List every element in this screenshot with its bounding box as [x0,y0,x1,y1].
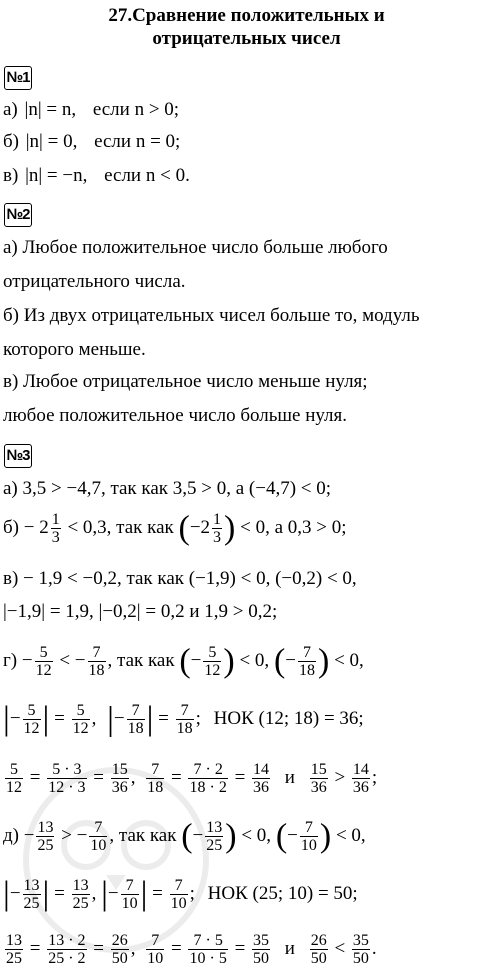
numerator: 5 [72,702,90,720]
fraction [111,761,129,796]
task-3-g-lt0b: < 0, [334,650,364,671]
numerator: 1 [213,511,222,529]
task-2-v-line1: в) Любое отрицательное число меньше нуля; [3,371,368,392]
task-3-b-prefix: б) − 2 [3,517,49,538]
task-1-a-expr: |n| = n, [24,99,77,120]
denominator: 12 [23,720,40,738]
denominator: 12 [6,779,22,797]
task-2-a-line1: а) Любое положительное число больше любого [3,237,388,258]
denominator: 10 [90,837,107,855]
denominator: 18 [298,662,315,680]
task-3-badge: №3 [4,444,32,468]
numerator: 13 [37,819,54,837]
denominator: 36 [352,779,369,797]
numerator: 7 [146,932,164,950]
denominator: 50 [310,950,327,968]
task-3-d-line1: д) − $\frac{13}{25}$ > − $\frac{7}{10}$ , так как (− $\frac{13}{25}$ ) < 0, (− $\frac{7}{10}$ ) < 0, [3,817,366,855]
fraction [176,702,194,737]
numerator: 7 [170,877,188,895]
task-3-g-lt: < − [59,650,86,671]
task-3-g-line1: г) − $\frac{5}{12}$ < − $\frac{7}{18}$ , так как (− $\frac{5}{12}$ ) < 0, (− $\frac{7}{18}$ ) < 0, [3,642,364,680]
numerator: 13 [72,877,89,895]
numerator: 5 [23,702,41,720]
fraction [352,761,370,796]
numerator: 5 · 3 [47,761,86,779]
task-3-d-nok: НОК (25; 10) = 50; [207,883,358,904]
fraction [23,877,41,912]
task-1-v-prefix: в) [3,165,19,186]
denominator: 18 [127,720,144,738]
denominator: 12 [72,720,89,738]
fraction [47,761,86,796]
task-1-v-expr: |n| = −n, [25,165,88,186]
denominator: 10 [170,895,187,913]
task-3-a: а) 3,5 > −4,7, так как 3,5 > 0, а (−4,7) < 0; [3,478,332,499]
fraction [127,702,145,737]
task-3-b: б) − 2 $\frac{1}{3}$ < 0,3, так как (−2 $\frac{1}{3}$ ) < 0, а 0,3 > 0; [3,509,347,547]
denominator: 25 [6,950,22,968]
denominator: 50 [352,950,369,968]
numerator: 7 [121,877,139,895]
denominator: 10 [300,837,317,855]
task-3-v-line1: в) − 1,9 < −0,2, так как (−1,9) < 0, (−0,2) < 0, [3,568,357,589]
task-3-g-nok: НОК (12; 18) = 36; [213,708,364,729]
fraction [203,644,221,679]
fraction [188,761,227,796]
task-1-b-cond: если n = 0; [94,131,181,152]
denominator: 50 [253,950,270,968]
denominator: 18 · 2 [189,779,227,797]
numerator: 7 [127,702,145,720]
fraction [111,932,129,967]
denominator: 50 [111,950,128,968]
numerator: 5 [35,644,53,662]
denominator: 10 · 5 [189,950,227,968]
numerator: 7 [88,644,106,662]
denominator: 25 · 2 [48,950,86,968]
numerator: 14 [352,761,369,779]
fraction [205,819,223,854]
denominator: 3 [51,529,60,547]
task-2-b-line1: б) Из двух отрицательных чисел больше то, модуль [3,305,420,326]
task-1-b-prefix: б) [3,131,19,152]
fraction [146,932,164,967]
task-3-v-line2: |−1,9| = 1,9, |−0,2| = 0,2 и 1,9 > 0,2; [3,601,278,622]
task-3-d-lt0b: < 0, [335,825,366,846]
numerator: 7 [298,644,316,662]
fraction [35,644,53,679]
numerator: 5 [5,761,23,779]
denominator: 36 [111,779,128,797]
numerator: 26 [111,932,128,950]
fraction [72,702,90,737]
task-3-d-line3: $\frac{13}{25}$ = $\frac{13 \cdot 2}{25 \cdot 2}$ = $\frac{26}{50}$ , $\frac{7}{10}$ = $\frac{7 \cdot 5}{10 \cdot 5}$ = $\frac{35}{50}$ и $\frac{26}{50}$ < $\frac{35}{50}$ . [6,932,377,968]
numerator: 15 [111,761,128,779]
fraction [188,932,227,967]
task-3-g-lt0a: < 0, [239,650,270,671]
fraction [72,877,90,912]
task-1-badge: №1 [4,66,32,90]
fraction [121,877,139,912]
denominator: 25 [206,837,223,855]
numerator: 7 [176,702,194,720]
denominator: 12 [204,662,221,680]
denominator: 25 [23,895,40,913]
task-1-v [3,164,190,188]
numerator: 13 · 2 [48,932,86,950]
numerator: 7 [146,761,164,779]
task-3-g-line2: |− $\frac{5}{12}$ | = $\frac{5}{12}$ , |− $\frac{7}{18}$ | = $\frac{7}{18}$ ; НОК (12; 18) = 36; [3,700,364,738]
task-3-d-gt: > − [61,825,88,846]
numerator: 35 [253,932,270,950]
denominator: 12 · 3 [48,779,86,797]
task-1-a [3,98,179,122]
denominator: 36 [253,779,270,797]
denominator: 36 [310,779,327,797]
denominator: 10 [147,950,164,968]
task-2-a-line2: отрицательного числа. [3,271,186,292]
fraction [212,511,222,546]
task-3-d-since: , так как [109,825,177,846]
fraction [89,819,107,854]
denominator: 10 [121,895,138,913]
denominator: 25 [72,895,89,913]
task-3-g-prefix: г) − [3,650,33,671]
numerator: 35 [352,932,369,950]
numerator: 13 [6,932,22,950]
and-word: и [284,938,295,959]
denominator: 18 [176,720,193,738]
fraction [300,819,318,854]
numerator: 7 [300,819,318,837]
numerator: 15 [310,761,327,779]
fraction [23,702,41,737]
fraction [310,932,328,967]
fraction [252,932,270,967]
page-subtitle: отрицательных чисел [152,28,341,49]
numerator: 5 [203,644,221,662]
task-2-b-line2: которого меньше. [3,339,146,360]
numerator: 13 [23,877,40,895]
denominator: 12 [35,662,52,680]
numerator: 1 [51,511,60,529]
numerator: 13 [206,819,223,837]
fraction [298,644,316,679]
fraction [88,644,106,679]
fraction [5,932,23,967]
task-3-b-tail: < 0, а 0,3 > 0; [240,517,347,538]
task-3-b-mid: < 0,3, так как [67,517,174,538]
task-3-g-line3: $\frac{5}{12}$ = $\frac{5 \cdot 3}{12 \cdot 3}$ = $\frac{15}{36}$ , $\frac{7}{18}$ = $\frac{7 \cdot 2}{18 \cdot 2}$ = $\frac{14}{36}$ и $\frac{15}{36}$ > $\frac{14}{36}$ ; [6,761,378,797]
task-3-g-since: , так как [107,650,175,671]
task-1-b [3,130,180,154]
task-3-d-prefix: д) − [3,825,35,846]
and-word: и [284,767,295,788]
fraction [146,761,164,796]
task-1-a-cond: если n > 0; [92,99,180,120]
numerator: 7 [89,819,107,837]
denominator: 18 [147,779,164,797]
fraction [51,511,61,546]
fraction [352,932,370,967]
page-title: 27.Сравнение положительных и [108,5,385,26]
denominator: 25 [37,837,54,855]
task-2-badge: №2 [4,203,32,227]
fraction [252,761,270,796]
fraction [170,877,188,912]
denominator: 3 [213,529,222,547]
fraction [5,761,23,796]
task-3-d-lt0a: < 0, [241,825,272,846]
numerator: 7 · 2 [188,761,227,779]
numerator: 7 · 5 [188,932,227,950]
task-1-v-cond: если n < 0. [104,165,190,186]
numerator: 14 [253,761,270,779]
fraction [47,932,86,967]
task-3-d-line2: |− $\frac{13}{25}$ | = $\frac{13}{25}$ , |− $\frac{7}{10}$ | = $\frac{7}{10}$ ; НОК (25; 10) = 50; [3,875,358,913]
denominator: 18 [88,662,105,680]
fraction [310,761,328,796]
task-2-v-line2: любое положительное число больше нуля. [3,405,348,426]
task-1-b-expr: |n| = 0, [25,131,78,152]
fraction [36,819,54,854]
task-1-a-prefix: а) [3,99,18,120]
numerator: 26 [310,932,327,950]
